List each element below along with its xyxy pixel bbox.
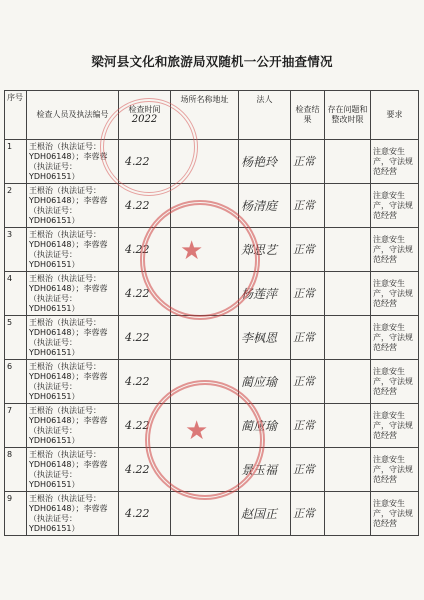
result-cell: 正常 (291, 492, 325, 536)
legal-person-cell: 郑思艺 (239, 228, 291, 272)
inspector-cell: 王根治（执法证号：YDH06148）；李蓉蓉（执法证号：YDH06151） (27, 140, 119, 184)
header-inspector: 检查人员及执法编号 (27, 91, 119, 140)
date-cell: 4.22 (119, 184, 171, 228)
table-row (5, 316, 419, 360)
legal-person-cell: 杨清庭 (239, 184, 291, 228)
row-number: 1 (5, 140, 27, 184)
result-cell: 正常 (291, 184, 325, 228)
page-title: 梁河县文化和旅游局双随机一公开抽查情况 (91, 54, 333, 69)
table-row (5, 360, 419, 404)
requirement-cell: 注意安生产，守法规范经营 (371, 360, 419, 404)
legal-person-cell: 李枫恩 (239, 316, 291, 360)
requirement-cell: 注意安生产，守法规范经营 (371, 316, 419, 360)
venue-cell (171, 492, 239, 536)
row-number: 9 (5, 492, 27, 536)
date-cell: 4.22 (119, 404, 171, 448)
inspection-table (4, 90, 419, 536)
venue-cell (171, 140, 239, 184)
inspector-cell: 王根治（执法证号：YDH06148）；李蓉蓉（执法证号：YDH06151） (27, 228, 119, 272)
problem-cell (325, 448, 371, 492)
requirement-cell: 注意安生产，守法规范经营 (371, 448, 419, 492)
problem-cell (325, 360, 371, 404)
date-cell: 4.22 (119, 360, 171, 404)
venue-cell (171, 184, 239, 228)
header-problem: 存在问题和整改时限 (325, 91, 371, 140)
inspector-cell: 王根治（执法证号：YDH06148）；李蓉蓉（执法证号：YDH06151） (27, 316, 119, 360)
row-number: 2 (5, 184, 27, 228)
date-cell: 4.22 (119, 448, 171, 492)
inspector-cell: 王根治（执法证号：YDH06148）；李蓉蓉（执法证号：YDH06151） (27, 184, 119, 228)
result-cell: 正常 (291, 360, 325, 404)
seal-star-icon: ★ (180, 236, 204, 266)
inspector-cell: 王根治（执法证号：YDH06148）；李蓉蓉（执法证号：YDH06151） (27, 404, 119, 448)
header-no: 序号 (5, 91, 27, 140)
result-cell: 正常 (291, 272, 325, 316)
legal-person-cell: 赵国正 (239, 492, 291, 536)
requirement-cell: 注意安生产，守法规范经营 (371, 404, 419, 448)
requirement-cell: 注意安生产，守法规范经营 (371, 140, 419, 184)
requirement-cell: 注意安生产，守法规范经营 (371, 184, 419, 228)
problem-cell (325, 140, 371, 184)
inspector-cell: 王根治（执法证号：YDH06148）；李蓉蓉（执法证号：YDH06151） (27, 448, 119, 492)
table-row (5, 228, 419, 272)
row-number: 3 (5, 228, 27, 272)
header-result: 检查结果 (291, 91, 325, 140)
header-legal-person: 法人 (239, 91, 291, 140)
problem-cell (325, 184, 371, 228)
row-number: 7 (5, 404, 27, 448)
row-number: 4 (5, 272, 27, 316)
table-row (5, 184, 419, 228)
legal-person-cell: 杨莲萍 (239, 272, 291, 316)
header-venue: 场所名称地址 (171, 91, 239, 140)
row-number: 8 (5, 448, 27, 492)
seal-star-icon: ★ (185, 416, 209, 446)
inspector-cell: 王根治（执法证号：YDH06148）；李蓉蓉（执法证号：YDH06151） (27, 492, 119, 536)
legal-person-cell: 景玉福 (239, 448, 291, 492)
problem-cell (325, 228, 371, 272)
inspector-cell: 王根治（执法证号：YDH06148）；李蓉蓉（执法证号：YDH06151） (27, 360, 119, 404)
problem-cell (325, 272, 371, 316)
date-cell: 4.22 (119, 316, 171, 360)
header-date-label: 检查时间 (128, 105, 161, 114)
problem-cell (325, 404, 371, 448)
inspector-cell: 王根治（执法证号：YDH06148）；李蓉蓉（执法证号：YDH06151） (27, 272, 119, 316)
legal-person-cell: 蔺应瑜 (239, 404, 291, 448)
date-cell: 4.22 (119, 228, 171, 272)
venue-cell (171, 360, 239, 404)
row-number: 6 (5, 360, 27, 404)
requirement-cell: 注意安生产，守法规范经营 (371, 228, 419, 272)
venue-cell (171, 316, 239, 360)
requirement-cell: 注意安生产，守法规范经营 (371, 492, 419, 536)
header-requirement: 要求 (371, 91, 419, 140)
table-row (5, 448, 419, 492)
venue-cell (171, 272, 239, 316)
problem-cell (325, 492, 371, 536)
result-cell: 正常 (291, 140, 325, 184)
venue-cell (171, 448, 239, 492)
result-cell: 正常 (291, 316, 325, 360)
date-cell: 4.22 (119, 140, 171, 184)
legal-person-cell: 杨艳玲 (239, 140, 291, 184)
row-number: 5 (5, 316, 27, 360)
result-cell: 正常 (291, 404, 325, 448)
result-cell: 正常 (291, 448, 325, 492)
table-row (5, 492, 419, 536)
table-row (5, 272, 419, 316)
header-date (119, 91, 171, 140)
requirement-cell: 注意安生产，守法规范经营 (371, 272, 419, 316)
table-row (5, 404, 419, 448)
header-date-handwritten: 2022 (131, 114, 158, 125)
problem-cell (325, 316, 371, 360)
date-cell: 4.22 (119, 272, 171, 316)
table-row (5, 140, 419, 184)
result-cell: 正常 (291, 228, 325, 272)
header-row (5, 91, 419, 140)
date-cell: 4.22 (119, 492, 171, 536)
legal-person-cell: 蔺应瑜 (239, 360, 291, 404)
